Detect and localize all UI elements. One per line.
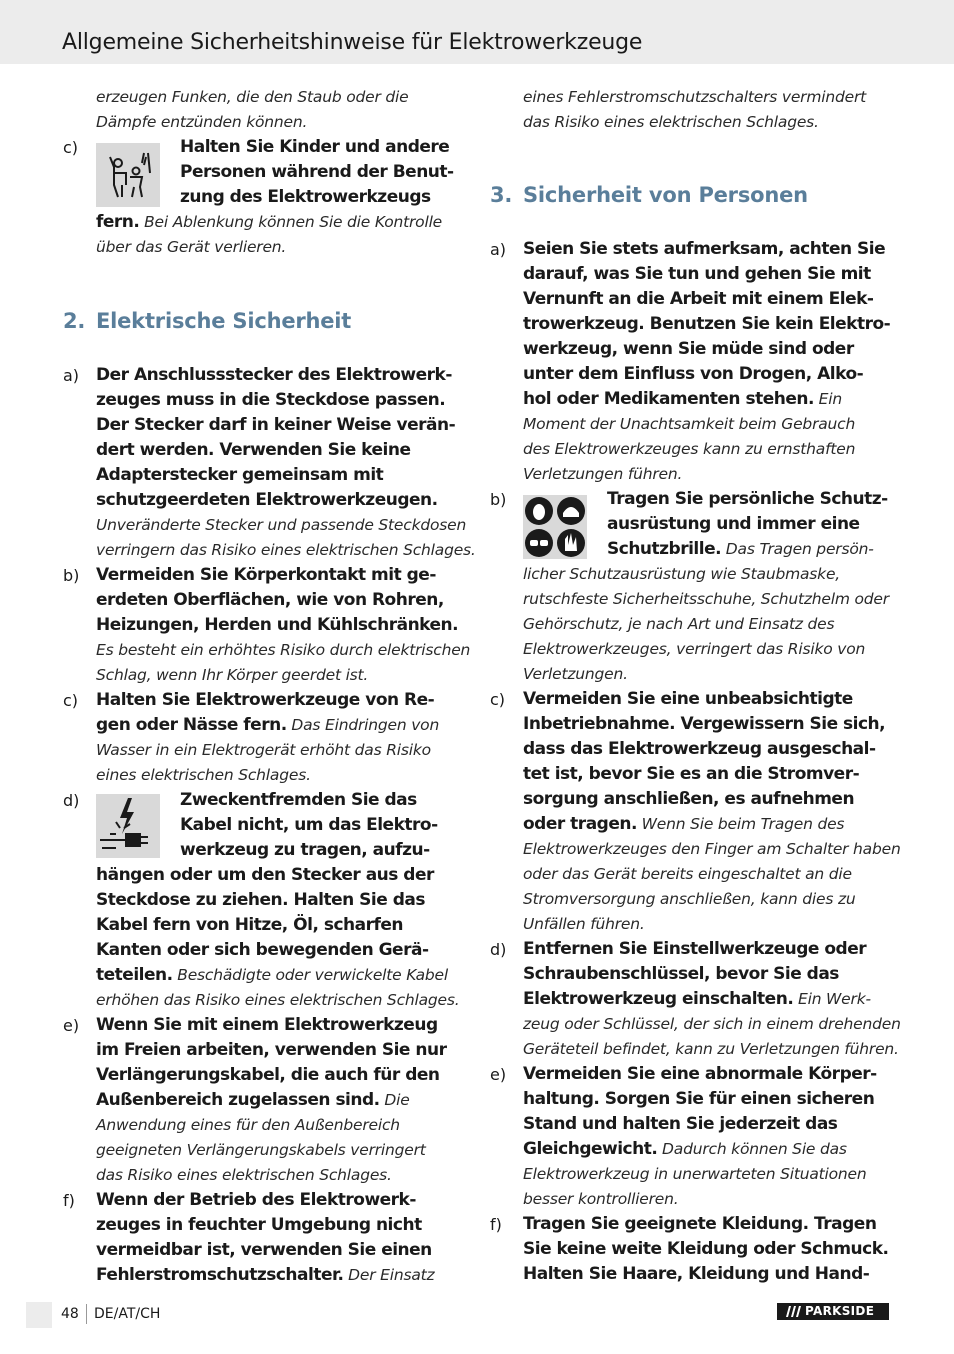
section-number: 3. <box>490 183 513 207</box>
brand-logo <box>777 1303 889 1320</box>
cable-shock-icon <box>96 794 160 858</box>
body-text: Sie keine weite Kleidung oder Schmuck. <box>523 1239 889 1259</box>
body-text: Wenn Sie mit einem Elektrowerkzeug <box>96 1015 438 1035</box>
body-text: Steckdose zu ziehen. Halten Sie das <box>96 890 425 910</box>
item-label: f) <box>490 1215 502 1234</box>
body-text: Anwendung eines für den Außenbereich <box>96 1116 400 1134</box>
body-text: Dämpfe entzünden können. <box>96 113 308 131</box>
page-number: 48 <box>61 1306 79 1322</box>
body-text: tet ist, bevor Sie es an die Stromver- <box>523 764 860 784</box>
item-label: f) <box>63 1191 75 1210</box>
item-label: e) <box>490 1065 507 1084</box>
item-label: c) <box>490 690 506 709</box>
keep-children-away-icon <box>96 143 160 207</box>
section-heading <box>490 183 808 207</box>
body-text: über das Gerät verlieren. <box>96 238 287 256</box>
body-text: verringern das Risiko eines elektrischen Schlages. <box>96 541 476 559</box>
body-text: sorgung anschließen, es aufnehmen <box>523 789 855 809</box>
section-heading <box>63 309 351 333</box>
item-label: e) <box>63 1016 80 1035</box>
body-text: Verletzungen führen. <box>523 465 683 483</box>
body-text: Kabel nicht, um das Elektro- <box>180 815 438 835</box>
italic-text: Das Tragen persön- <box>721 540 874 558</box>
body-text: Wasser in ein Elektrogerät erhöht das Risiko <box>96 741 431 759</box>
section-title: Sicherheit von Personen <box>523 183 808 207</box>
body-text: dert werden. Verwenden Sie keine <box>96 440 411 460</box>
body-text: Halten Sie Haare, Kleidung und Hand- <box>523 1264 870 1284</box>
body-text: trowerkzeug. Benutzen Sie kein Elektro- <box>523 314 891 334</box>
bold-text: Fehlerstromschutzschalter. <box>96 1265 344 1285</box>
item-label: b) <box>63 566 80 585</box>
body-text: Unfällen führen. <box>523 915 645 933</box>
body-text: Verlängerungskabel, die auch für den <box>96 1065 440 1085</box>
language-code: DE/AT/CH <box>94 1306 161 1322</box>
item-label: a) <box>490 240 507 259</box>
body-text: erhöhen das Risiko eines elektrischen Schlages. <box>96 991 460 1009</box>
body-text: unter dem Einfluss von Drogen, Alko- <box>523 364 864 384</box>
body-text: geeigneten Verlängerungskabels verringert <box>96 1141 426 1159</box>
body-text <box>523 1137 847 1162</box>
bold-text: oder tragen. <box>523 814 637 834</box>
body-text <box>523 387 842 412</box>
italic-text: Ein <box>813 390 842 408</box>
body-text: Stromversorgung anschließen, kann dies zu <box>523 890 856 908</box>
body-text: eines Fehlerstromschutzschalters vermindert <box>523 88 867 106</box>
body-text: Vermeiden Sie eine unbeabsichtigte <box>523 689 853 709</box>
body-text: Tragen Sie persönliche Schutz- <box>607 489 888 509</box>
italic-text: Der Einsatz <box>343 1266 435 1284</box>
body-text: Geräteteil befindet, kann zu Verletzungen führen. <box>523 1040 899 1058</box>
body-text: hängen oder um den Stecker aus der <box>96 865 434 885</box>
body-text <box>523 987 871 1012</box>
body-text: ausrüstung und immer eine <box>607 514 860 534</box>
body-text: Es besteht ein erhöhtes Risiko durch elektrischen <box>96 641 471 659</box>
body-text: Vermeiden Sie Körperkontakt mit ge- <box>96 565 436 585</box>
body-text: das Risiko eines elektrischen Schlages. <box>96 1166 392 1184</box>
body-text: Kanten oder sich bewegenden Gerä- <box>96 940 429 960</box>
body-text: rutschfeste Sicherheitsschuhe, Schutzhelm oder <box>523 590 889 608</box>
body-text: Schraubenschlüssel, bevor Sie das <box>523 964 839 984</box>
body-text <box>96 1088 410 1113</box>
body-text: Halten Sie Kinder und andere <box>180 137 450 157</box>
body-text: Tragen Sie geeignete Kleidung. Tragen <box>523 1214 877 1234</box>
logo-stripes-icon <box>783 1306 801 1317</box>
protective-equipment-icon <box>523 495 587 559</box>
body-text: Inbetriebnahme. Vergewissern Sie sich, <box>523 714 886 734</box>
page-title: Allgemeine Sicherheitshinweise für Elektrowerkzeuge <box>62 30 643 55</box>
body-text: besser kontrollieren. <box>523 1190 679 1208</box>
item-label: b) <box>490 490 507 509</box>
body-text: zung des Elektrowerkzeugs <box>180 187 431 207</box>
item-label: c) <box>63 691 79 710</box>
body-text: Adapterstecker gemeinsam mit <box>96 465 384 485</box>
bold-text: Gleichgewicht. <box>523 1139 658 1159</box>
body-text: werkzeug zu tragen, aufzu- <box>180 840 430 860</box>
body-text: Schlag, wenn Ihr Körper geerdet ist. <box>96 666 369 684</box>
body-text <box>96 963 448 988</box>
italic-text: Bei Ablenkung können Sie die Kontrolle <box>139 213 443 231</box>
body-text: erdeten Oberflächen, wie von Rohren, <box>96 590 444 610</box>
body-text <box>607 537 874 562</box>
body-text: haltung. Sorgen Sie für einen sicheren <box>523 1089 875 1109</box>
bold-text: Elektrowerkzeug einschalten. <box>523 989 794 1009</box>
body-text: Vernunft an die Arbeit mit einem Elek- <box>523 289 874 309</box>
body-text: das Risiko eines elektrischen Schlages. <box>523 113 819 131</box>
body-text: Moment der Unachtsamkeit beim Gebrauch <box>523 415 856 433</box>
footer-marker <box>26 1302 52 1328</box>
footer-divider <box>86 1304 87 1324</box>
body-text: Elektrowerkzeuges den Finger am Schalter haben <box>523 840 901 858</box>
body-text: Zweckentfremden Sie das <box>180 790 417 810</box>
body-text: des Elektrowerkzeuges kann zu ernsthaften <box>523 440 856 458</box>
section-number: 2. <box>63 309 86 333</box>
bold-text: gen oder Nässe fern. <box>96 715 287 735</box>
body-text: darauf, was Sie tun und gehen Sie mit <box>523 264 871 284</box>
body-text: Elektrowerkzeug in unerwarteten Situationen <box>523 1165 867 1183</box>
body-text: oder das Gerät bereits eingeschaltet an die <box>523 865 852 883</box>
body-text: schutzgeerdeten Elektrowerkzeugen. <box>96 490 438 510</box>
item-label: c) <box>63 138 79 157</box>
body-text: Stand und halten Sie jederzeit das <box>523 1114 838 1134</box>
body-text: Heizungen, Herden und Kühlschränken. <box>96 615 459 635</box>
body-text: werkzeug, wenn Sie müde sind oder <box>523 339 854 359</box>
body-text <box>96 713 439 738</box>
body-text: dass das Elektrowerkzeug ausgeschal- <box>523 739 876 759</box>
page-header <box>0 0 954 64</box>
body-text: Entfernen Sie Einstellwerkzeuge oder <box>523 939 867 959</box>
body-text: Wenn der Betrieb des Elektrowerk- <box>96 1190 416 1210</box>
body-text: Der Stecker darf in keiner Weise verän- <box>96 415 456 435</box>
italic-text: Das Eindringen von <box>286 716 440 734</box>
body-text: Gehörschutz, je nach Art und Einsatz des <box>523 615 835 633</box>
brand-name: PARKSIDE <box>805 1304 875 1318</box>
body-text: im Freien arbeiten, verwenden Sie nur <box>96 1040 447 1060</box>
body-text: Seien Sie stets aufmerksam, achten Sie <box>523 239 886 259</box>
italic-text: Beschädigte oder verwickelte Kabel <box>172 966 448 984</box>
body-text: Unveränderte Stecker und passende Steckdosen <box>96 516 467 534</box>
italic-text: Wenn Sie beim Tragen des <box>636 815 845 833</box>
bold-text: Außenbereich zugelassen sind. <box>96 1090 380 1110</box>
body-text: Vermeiden Sie eine abnormale Körper- <box>523 1064 877 1084</box>
item-label: d) <box>63 791 80 810</box>
bold-text: teteilen. <box>96 965 173 985</box>
body-text <box>96 210 442 235</box>
body-text: erzeugen Funken, die den Staub oder die <box>96 88 409 106</box>
body-text: vermeidbar ist, verwenden Sie einen <box>96 1240 432 1260</box>
body-text: Elektrowerkzeuges, verringert das Risiko von <box>523 640 866 658</box>
body-text: Halten Sie Elektrowerkzeuge von Re- <box>96 690 435 710</box>
bold-text: Schutzbrille. <box>607 539 722 559</box>
section-title: Elektrische Sicherheit <box>96 309 352 333</box>
body-text <box>96 1263 434 1288</box>
body-text: licher Schutzausrüstung wie Staubmaske, <box>523 565 841 583</box>
italic-text: Ein Werk- <box>793 990 871 1008</box>
body-text: eines elektrischen Schlages. <box>96 766 311 784</box>
item-label: d) <box>490 940 507 959</box>
item-label: a) <box>63 366 80 385</box>
italic-text: Die <box>379 1091 410 1109</box>
body-text <box>523 812 844 837</box>
body-text: zeuges muss in die Steckdose passen. <box>96 390 446 410</box>
body-text: zeug oder Schlüssel, der sich in einem drehenden <box>523 1015 901 1033</box>
body-text: Kabel fern von Hitze, Öl, scharfen <box>96 915 404 935</box>
body-text: Der Anschlussstecker des Elektrowerk- <box>96 365 452 385</box>
bold-text: hol oder Medikamenten stehen. <box>523 389 814 409</box>
body-text: zeuges in feuchter Umgebung nicht <box>96 1215 422 1235</box>
italic-text: Dadurch können Sie das <box>657 1140 847 1158</box>
body-text: Personen während der Benut- <box>180 162 454 182</box>
bold-text: fern. <box>96 212 140 232</box>
body-text: Verletzungen. <box>523 665 628 683</box>
